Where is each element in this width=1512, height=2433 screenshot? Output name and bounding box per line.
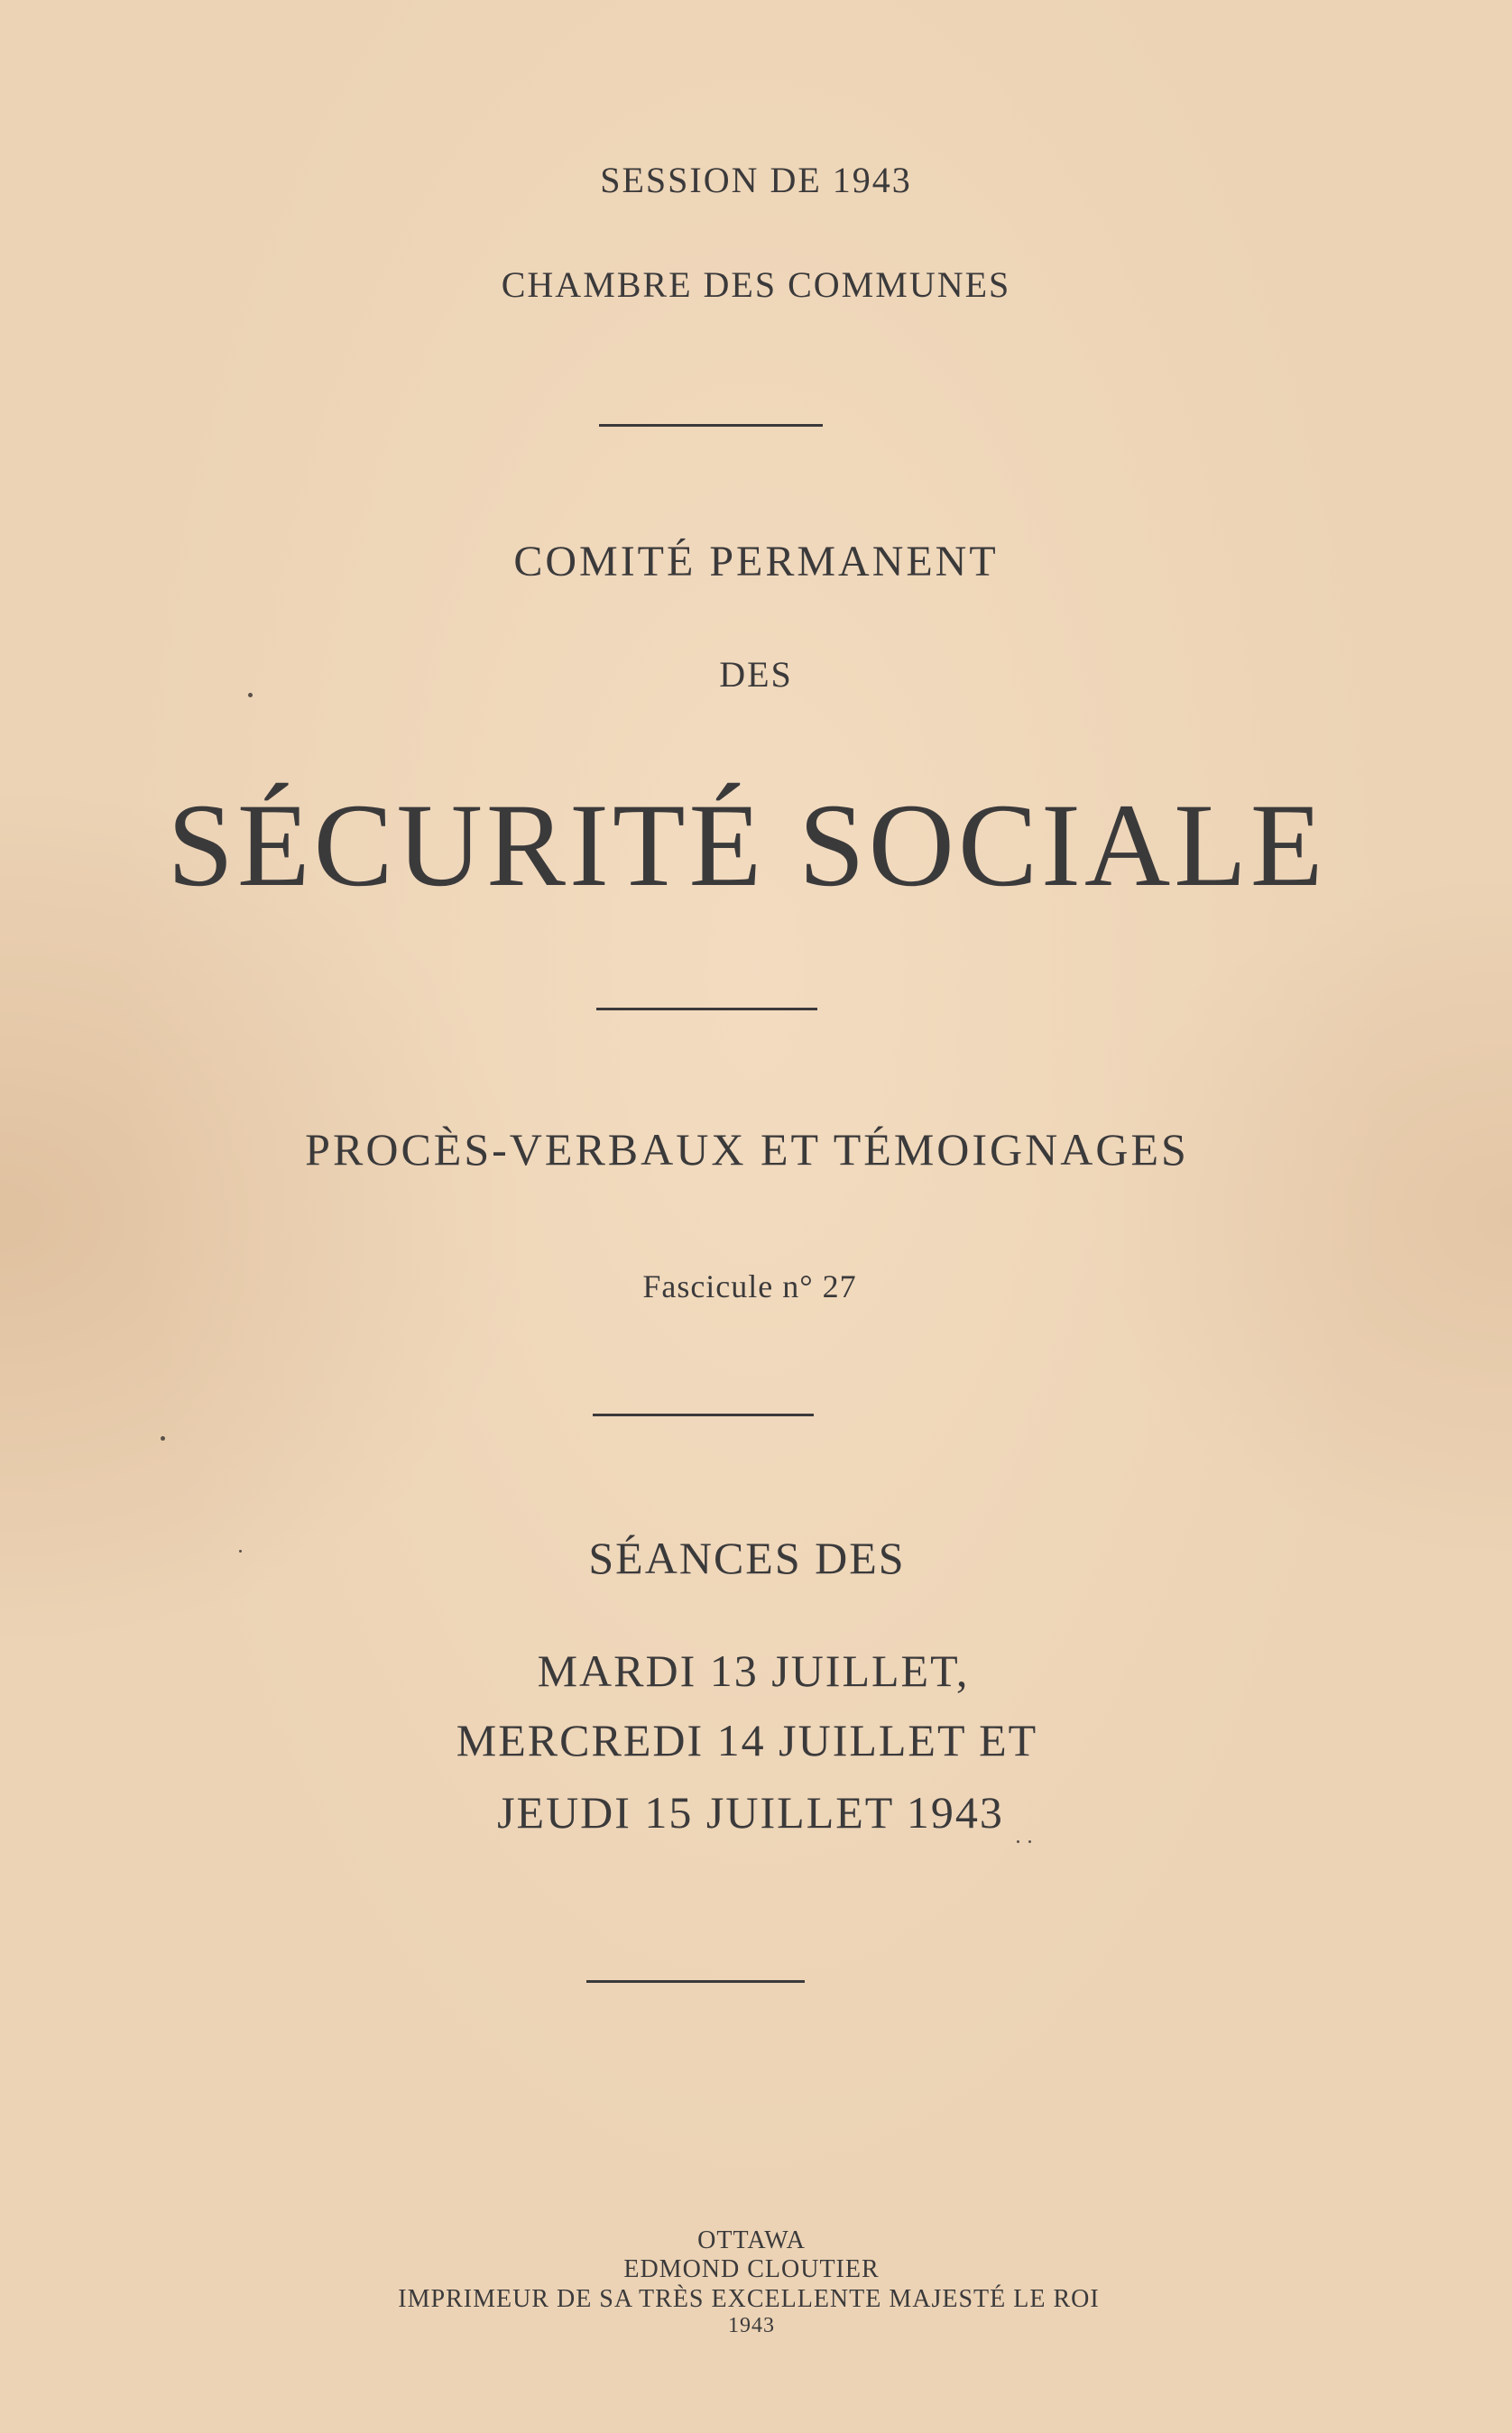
divider-rule-1 [599, 424, 823, 427]
imprint-year: 1943 [728, 2314, 775, 2337]
committee-des-line: DES [719, 654, 793, 695]
paper-speck [239, 1550, 242, 1553]
sitting-date-1: MARDI 13 JUILLET, [537, 1645, 970, 1696]
sittings-heading: SÉANCES DES [588, 1533, 906, 1583]
chamber-line: CHAMBRE DES COMMUNES [501, 264, 1011, 305]
sitting-date-2: MERCREDI 14 JUILLET ET [456, 1715, 1038, 1765]
paper-speck [1017, 1840, 1019, 1843]
imprint-printer: EDMOND CLOUTIER [623, 2255, 880, 2283]
paper-speck [248, 693, 253, 697]
document-type: PROCÈS-VERBAUX ET TÉMOIGNAGES [305, 1124, 1189, 1175]
session-line: SESSION DE 1943 [600, 160, 912, 200]
imprint-city: OTTAWA [697, 2226, 806, 2254]
divider-rule-2 [596, 1008, 817, 1010]
divider-rule-4 [586, 1980, 805, 1983]
divider-rule-3 [593, 1414, 814, 1416]
committee-line: COMITÉ PERMANENT [513, 538, 999, 585]
paper-speck [161, 1436, 165, 1441]
fascicule-number: Fascicule n° 27 [642, 1268, 857, 1304]
paper-speck [1028, 1840, 1031, 1843]
sitting-date-3: JEUDI 15 JUILLET 1943 [497, 1787, 1004, 1838]
main-title: SÉCURITÉ SOCIALE [167, 779, 1327, 911]
imprint-title: IMPRIMEUR DE SA TRÈS EXCELLENTE MAJESTÉ LE ROI [398, 2285, 1100, 2313]
